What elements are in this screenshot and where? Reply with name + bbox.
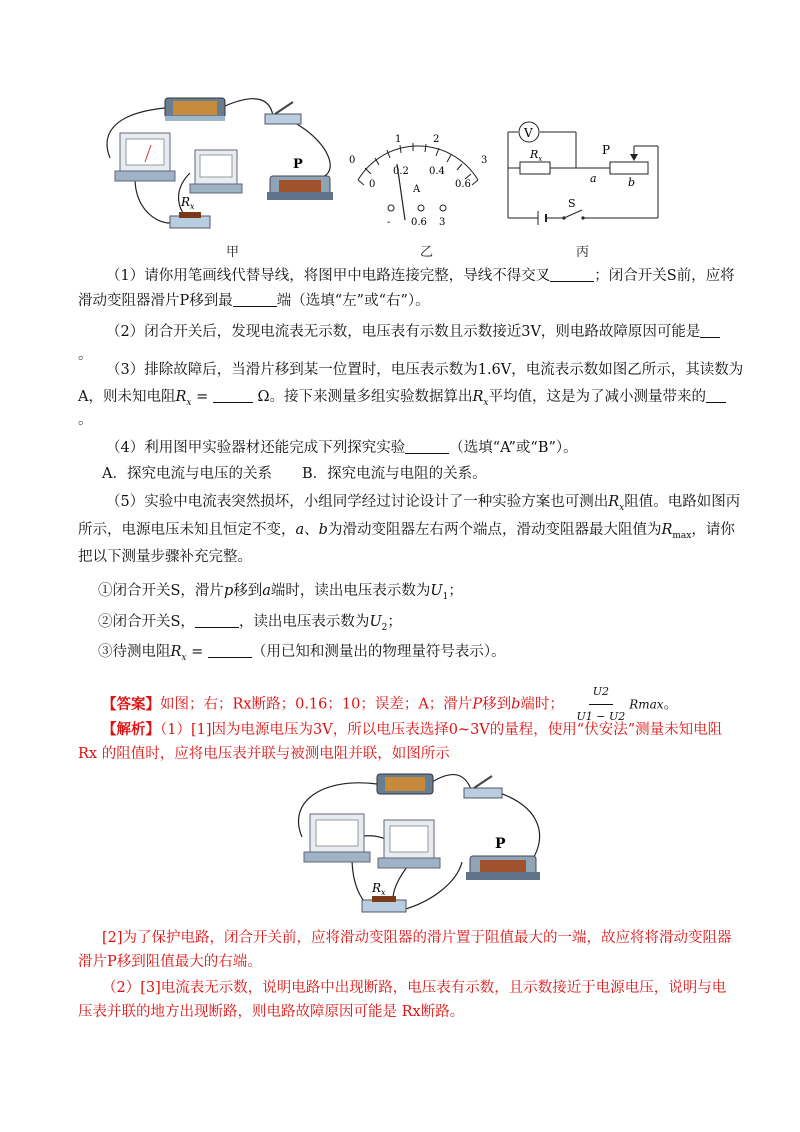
- ammeter-icon: [115, 133, 175, 181]
- q3-line-2: A，则未知电阻$R_x = \Omega$。接下来测量多组实验数据算出$R_x$平均值，这是为了减小测量带来的: [78, 387, 728, 413]
- rx-label: $R_x$: [530, 148, 543, 163]
- rheostat-symbol: [610, 162, 648, 174]
- figure-yi-caption: 乙: [420, 245, 434, 260]
- terminal-06: 0.6: [411, 217, 427, 228]
- answer-circuit-figure: [282, 762, 552, 918]
- q5-line-2: 所示，电源电压未知且恒定不变，a、b为滑动变阻器左右两个端点，滑动变阻器最大阻值为$R_{max}$，请你: [78, 522, 735, 541]
- voltmeter-symbol: [519, 122, 539, 142]
- answer-fraction: $\frac{U2}{U1 - U2}$: [572, 680, 629, 729]
- slider-label: P: [293, 157, 303, 172]
- resistor-icon: [362, 896, 406, 912]
- figure-bing-caption: 丙: [576, 245, 590, 260]
- svg-text:V: V: [524, 126, 533, 140]
- resistor-label: $R_x$: [181, 195, 195, 211]
- scale-bottom-1: 0.2: [393, 166, 409, 177]
- figure-jia-circuit: [95, 88, 335, 238]
- scale-top-0: 0: [349, 155, 356, 166]
- figure-jia-caption: 甲: [226, 245, 240, 260]
- scale-top-2: 2: [433, 134, 440, 145]
- slider-label: P: [495, 836, 506, 852]
- terminal-minus: -: [387, 217, 391, 228]
- q3-line-1: （3）排除故障后，当滑片移到某一位置时，电压表示数为1.6V，电流表示数如图乙所示，其读数为: [106, 362, 744, 378]
- q3-line-3: 。: [78, 412, 93, 428]
- q5-step-3: ③待测电阻$R_x$ = （用已知和测量出的物理量符号表示）。: [98, 644, 506, 663]
- terminal-3: 3: [439, 217, 446, 228]
- rheostat-icon: [267, 176, 333, 200]
- q5-step-2: ②闭合开关S， ，读出电压表示数为$U_2$；: [98, 614, 402, 633]
- slider-p-label: P: [602, 143, 611, 157]
- analysis-line-3: [2]为了保护电路，闭合开关前，应将滑动变阻器的滑片置于阻值最大的一端，故应将将滑动变阻器: [102, 930, 732, 946]
- q1-line-1: （1）请你用笔画线代替导线，将图甲中电路连接完整，导线不得交叉 ；闭合开关S前，应将: [106, 268, 735, 284]
- voltmeter-icon: [190, 150, 242, 193]
- ammeter-icon: [304, 814, 370, 862]
- scale-top-1: 1: [395, 134, 402, 145]
- endpoint-b-label: b: [628, 176, 636, 189]
- q2-line-1: （2）闭合开关后，发现电流表无示数，电压表有示数且示数接近3V，则电路故障原因可能是: [78, 322, 728, 342]
- scale-bottom-3: 0.6: [455, 179, 471, 190]
- scale-bottom-2: 0.4: [429, 166, 445, 177]
- analysis-line-1: 【解析】（1）[1]因为电源电压为3V，所以电压表选择0~3V的量程，使用“伏安法”测量未知电阻: [102, 721, 723, 738]
- rheostat-icon: [466, 856, 540, 880]
- battery-icon: [377, 774, 433, 794]
- analysis-line-6: 压表并联的地方出现断路，则电路故障原因可能是 Rx断路。: [78, 1004, 465, 1020]
- q4-line-1: （4）利用图甲实验器材还能完成下列探究实验 （选填“A”或“B”）。: [106, 440, 578, 456]
- q2-line-2: 。: [78, 347, 93, 363]
- q1-line-2: 滑动变阻器滑片P移到最 端（选填“左”或“右”）。: [78, 293, 430, 309]
- q5-line-1: （5）实验中电流表突然损坏，小组同学经过讨论设计了一种实验方案也可测出$R_x$阻值。电路如图丙: [106, 494, 741, 513]
- scale-bottom-0: 0: [369, 179, 376, 190]
- switch-icon: [265, 102, 301, 124]
- figure-yi-meter: [343, 130, 493, 230]
- resistor-rx-symbol: [520, 162, 550, 174]
- answer-line: 【答案】如图；右；Rx断路；0.16；10；误差；A；滑片P移到b端时； $\frac{U2}{U1 - U2}$ Rmax。: [78, 680, 728, 729]
- analysis-line-5: （2）[3]电流表无示数，说明电路中出现断路，电压表有示数，且示数接近于电源电压，说明与电: [102, 980, 727, 996]
- q4-options: A．探究电流与电压的关系 B．探究电流与电阻的关系。: [102, 466, 487, 482]
- resistor-label: $R_x$: [372, 881, 386, 897]
- switch-symbol: [562, 210, 584, 220]
- endpoint-a-label: a: [590, 172, 597, 185]
- voltmeter-icon: [378, 820, 440, 868]
- q5-line-3: 把以下测量步骤补充完整。: [78, 549, 252, 565]
- resistor-icon: [170, 212, 210, 228]
- figure-bing-schematic: [498, 118, 668, 230]
- analysis-line-2: Rx 的阻值时，应将电压表并联与被测电阻并联，如图所示: [78, 746, 450, 762]
- battery-icon: [165, 98, 225, 121]
- meter-unit: A: [413, 184, 421, 195]
- scale-top-3: 3: [481, 155, 488, 166]
- switch-s-label: S: [568, 197, 576, 210]
- q5-step-1: ①闭合开关S，滑片p移到a端时，读出电压表示数为$U_1$；: [98, 583, 463, 602]
- battery-symbol: [538, 211, 546, 225]
- analysis-line-4: 滑片P移到阻值最大的右端。: [78, 954, 262, 970]
